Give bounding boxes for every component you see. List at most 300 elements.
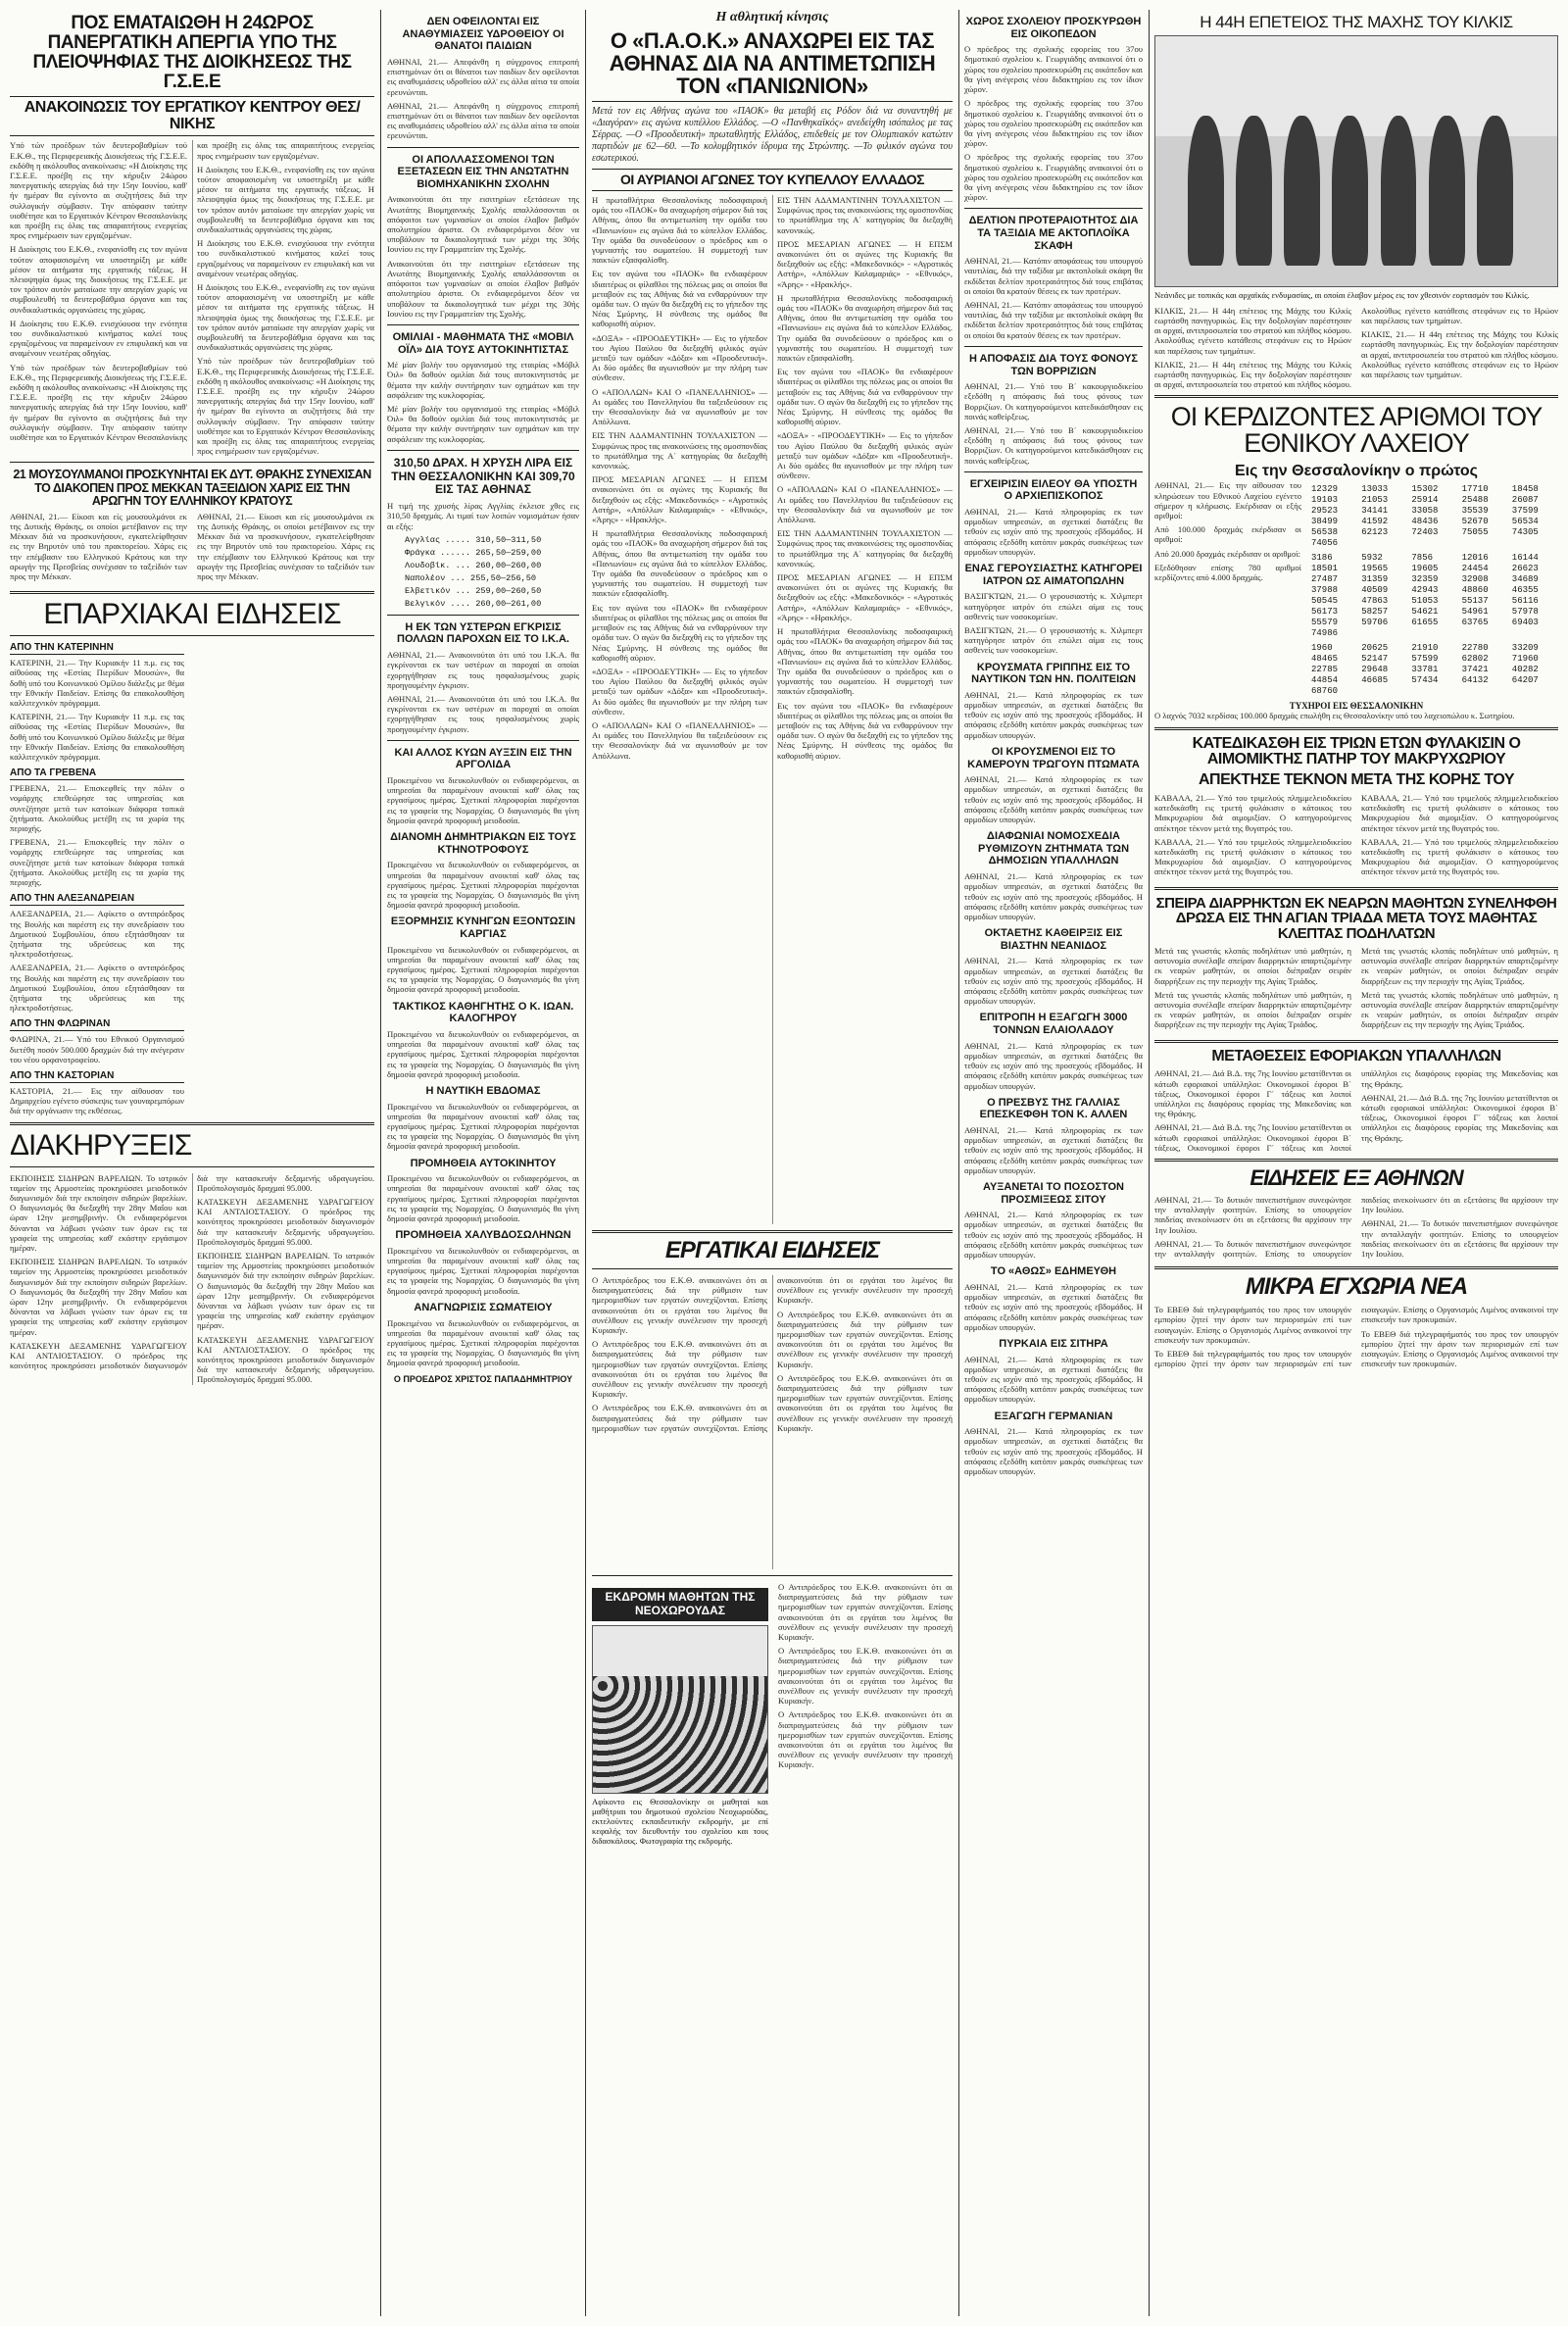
lottery-number: 18458 <box>1511 484 1539 495</box>
price-row: Ναπολέον ... 255,50—256,50 <box>405 572 537 583</box>
article-text: Ανακοινούται ότι την εισιτηρίων εξετάσεων της Ανωτάτης Βιομηχανικής Σχολής απαλλάσσονται οι απόφοιτοι των γυμνασίων οι οποίοι έλαβον βαθμόν απολυτηρίου άριστα. Οι ενδιαφερόμενοι δέον να υποβάλουν τα δικαιολογητικά των μέχρι της 30ής Ιουνίου εις την Γραμματείαν της Σχολής. <box>387 258 579 319</box>
article-text: ΕΚΠΟΙΗΣΙΣ ΣΙΔΗΡΩΝ ΒΑΡΕΛΙΩΝ. Το ιατρικόν ταμείον της Αρμοστείας προκηρύσσει μειοδοτικόν διαγωνισμόν διά την εκποίησιν σιδηρών βαρελίων. Ο διαγωνισμός θα διεξαχθή την 28ην Μαΐου και ώραν 12ην μεσημβρινήν. Οι ενδιαφερόμενοι δύνανται να λάβωσι γνώσιν των όρων εις τα γραφεία της υπηρεσίας καθ' εκάστην εργάσιμον ημέραν. <box>10 1172 187 1253</box>
article-text: Ο πρόεδρος της σχολικής εφορείας του 37ου δημοτικού σχολείου κ. Γεωργιάδης ανακοινοί ότι ο χώρος του σχολείου προσεκυρώθη εις οικόπεδον και θα γίνη ανέγερσις νέου διδακτηρίου εις τον ίδιον χώρον. <box>964 98 1143 149</box>
divider <box>10 1122 374 1125</box>
article-text: ΠΡΟΣ ΜΕΣΑΡΙΑΝ ΑΓΩΝΕΣ — Η ΕΠΣΜ ανακοινώνει ότι οι αγώνες της Κυριακής θα διεξαχθούν ως εξής: «Μακεδονικός» - «Αγροτικός Αστήρ», «Απόλλων Καλαμαριάς» - «Εθνικός», «Άρης» - «Ηρακλής». <box>777 238 953 289</box>
article-text: Ο λαχνός 7032 κερδίσας 100.000 δραχμάς επωλήθη εις Θεσσαλονίκην υπό του λαχειοπώλου κ. Σωτηρίου. <box>1154 711 1515 721</box>
article-text: Προκειμένου να διευκολυνθούν οι ενδιαφερόμενοι, αι υπηρεσίαι θα παραμένουν ανοικταί καθ' όλας τας εργασίμους ημέρας. Σχετικαί πληροφορίαι παρέχονται εις τα γραφεία της Νομαρχίας. Ο διαγωνισμός θα γίνη δημοσία φανερά προφορική μειοδοσία. <box>387 1028 579 1079</box>
currency-price-list <box>387 535 579 609</box>
sports-article-body <box>592 195 953 1224</box>
lucky-winners-heading: ΤΥΧΗΡΟΙ ΕΙΣ ΘΕΣΣΑΛΟΝΙΚΗΝ <box>1289 701 1424 712</box>
sports-lead: Μετά τον εις Αθήνας αγώνα του «ΠΑΟΚ» θα μεταβή εις Ρόδον διά να συναντηθή με «Διαγόραν» εις αγώνα κυπέλλου Ελλάδος. —Ο «Πανθηκαϊκός» ανεδείχθη ισόπαλος με τας Σέρρας. —Ο «Προοδευτική» πρωταθλητής Ελλάδος, επιδεθείς με τον Ολυμπιακόν κατώτιν παρτιδών με 62—60. —Το κολυμβητικόν ίδρυμα της Στρώνπης. —Το φιλικόν αγώνα του εσωτερικού. <box>592 106 953 165</box>
lottery-number: 22785 <box>1311 665 1339 675</box>
headline-mobil-oil: ΟΜΙΛΙΑΙ - ΜΑΘΗΜΑΤΑ ΤΗΣ «ΜΟΒΙΛ ΟΪΛ» ΔΙΑ ΤΟΥΣ ΑΥΤΟΚΙΝΗΤΙΣΤΑΣ <box>392 330 574 356</box>
lottery-number: 29523 <box>1311 506 1339 517</box>
article-text: Εις τον αγώνα του «ΠΑΟΚ» θα ενδιαφέρουν ιδιαιτέρως οι φίλαθλοι της πόλεως μας οι οποίοι θα μεταβούν εις τας Αθήνας διά να ενθαρρύνουν την ομάδα των. Ο αγών θα διεξαχθή εις το γήπεδον της Νέας Σμύρνης. Η σύνθεσις της ομάδος θα καθορισθή αύριον. <box>777 367 953 427</box>
lottery-number: 74986 <box>1311 628 1339 639</box>
price-row: Βελγικόν .... 260,00—261,00 <box>405 598 542 609</box>
article-text: Η Διοίκησις του Ε.Κ.Θ., ενεφανίσθη εις τον αγώνα τούτον αποφασισμένη να υποστηρίξη με κάθε μέσον τα αιτήματα της εργατικής τάξεως. Η πλειοψηφία όμως της διοικήσεως της Γ.Σ.Ε.Ε. με τον τρόπον αυτόν ματαίωσε την απεργίαν χωρίς να συμβουλευθή τα δευτεροβάθμια όργανα και τας συνδικαλιστικάς οργανώσεις της χώρας. <box>197 281 374 353</box>
prize-label: Από 100.000 δραχμάς εκέρδισαν οι αριθμοί: <box>1154 524 1301 545</box>
article-text: ΑΘΗΝΑΙ, 21.— Κατόπιν αποφάσεως του υπουργού ναυτιλίας, διά την ταξίδια με ακτοπλοϊκά σκάφη θα εκδίδεται δελτίον προτεραιότητος διά τους επιβάτας οι οποίοι θα κρατούν θέσεις εκ των προτέρων. <box>964 300 1143 340</box>
lottery-number: 26087 <box>1511 495 1539 506</box>
article-text: Μέ μίαν βολήν του οργανισμού της εταιρίας «Μόβιλ Όιλ» θα δοθούν ομιλίαι διά τους αυτοκινητιστάς με θέματα την καλήν συντήρησιν των οχημάτων και την ασφάλειαν της κυκλοφορίας. <box>387 404 579 444</box>
article-text: Ο Αντιπρόεδρος του Ε.Κ.Θ. ανακοινώνει ότι αι διαπραγματεύσεις διά την ρύθμισιν των ημερομισθίων των εργατών συνεχίζονται. Επίσης ανακοινούται ότι οι εργάται του λιμένος θα συνέλθουν εις γενικήν συνέλευσιν την προσεχή Κυριακήν. <box>592 1274 953 1433</box>
article-text: ΑΘΗΝΑΙ, 21.— Απεφάνθη η σύγχρονος επιτροπή επιστημόνων ότι οι θάνατοι των παιδίων δεν οφείλονται εις αναθυμιάσεις υδροθείου αλλ' εις άλλα αίτια τα οποία ερευνώνται. <box>387 100 579 141</box>
headline-pilgrims: 21 ΜΟΥΣΟΥΛΜΑΝΟΙ ΠΡΟΣΚΥΝΗΤΑΙ ΕΚ ΔΥΤ. ΘΡΑΚΗΣ ΣΥΝΕΧΙΣΑΝ ΤΟ ΔΙΑΚΟΠΕΝ ΠΡΟΣ ΜΕΚΚΑΝ ΤΑΞΕΙΔΙΟΝ ΧΑΡΙΣ ΕΙΣ ΤΗΝ ΑΡΩΓΗΝ ΤΟΥ ΕΛΛΗΝΙΚΟΥ ΚΡΑΤΟΥΣ <box>13 468 371 508</box>
local-news-title: ΜΙΚΡΑ ΕΓΧΩΡΙΑ ΝΕΑ <box>1245 1273 1468 1301</box>
lottery-number: 18501 <box>1311 564 1339 574</box>
article-text: ΚΑΤΕΡΙΝΗ, 21.— Την Κυριακήν 11 π.μ. εις τας αίθούσας της «Εστίας Πιερίδων Μουσών», θα δοθή υπό του Κοινωνικού Ομίλου διάλεξις με θέμα την Εθνικήν Παιδείαν. Επίσης θα επακολουθήση καλλιτεχνικόν πρόγραμμα. <box>10 658 184 709</box>
lottery-number: 63765 <box>1461 618 1489 628</box>
article-text: ΚΑΒΑΛΑ, 21.— Υπό του τριμελούς πλημμελειοδικείου κατεδικάσθη εις τριετή φυλάκισιν ο κάτοικος του Μακρυχωρίου διά αιμομιξίαν. Ο κατηγορούμενος απέκτησε τέκνον μετά της θυγατρός του. <box>1154 836 1351 877</box>
headline-cup-matches: ΟΙ ΑΥΡΙΑΝΟΙ ΑΓΩΝΕΣ ΤΟΥ ΚΥΠΕΛΛΟΥ ΕΛΛΑΔΟΣ <box>592 169 953 191</box>
lottery-number: 48465 <box>1311 654 1339 665</box>
article-text: Υπό τών προέδρων τών δευτεροβαθμίων τού Ε.Κ.Θ., της Περιφερειακής Διοικήσεως τής Γ.Σ.Ε.Ε. εκδόθη η ακόλουθος ανακοίνωσις: «Η Διοίκησις της Γ.Σ.Ε.Ε. προέβη εις την κήρυξιν 24ώρου πανεργατικής απεργίας διά την 15ην Ιουνίου, καθ' ήν ημέραν θα εγίνοντο αι συζητήσεις διά την συλλογικήν σύμβασιν. Την απόφασιν ταύτην υιοθέτησε και το Εργατικόν Κέντρον Θεσσαλονίκης και προέβη εις όλας τας απαραιτήτους ενεργείας προς ενημέρωσιν των εργαζομένων. <box>10 140 374 443</box>
article-text: Ο «ΑΠΟΛΛΩΝ» ΚΑΙ Ο «ΠΑΝΕΛΛΗΝΙΟΣ» — Αι ομάδες του Πανελληνίου θα ταξειδεύσουν εις την Θεσσαλονίκην διά να αγωνισθούν με τον Απόλλωνα. <box>592 719 767 761</box>
prize-label: Από 20.000 δραχμάς εκέρδισαν οι αριθμοί: <box>1154 548 1301 559</box>
divider <box>10 591 374 594</box>
headline-ferry-priority: ΔΕΛΤΙΟΝ ΠΡΟΤΕΡΑΙΟΤΗΤΟΣ ΔΙΑ ΤΑ ΤΑΞΙΔΙΑ ΜΕ ΑΚΤΟΠΛΟΪΚΑ ΣΚΑΦΗ <box>968 215 1139 252</box>
article-text: Προκειμένου να διευκολυνθούν οι ενδιαφερόμενοι, αι υπηρεσίαι θα παραμένουν ανοικταί καθ' όλας τας εργασίμους ημέρας. Σχετικαί πληροφορίαι παρέχονται εις τα γραφεία της Νομαρχίας. Ο διαγωνισμός θα γίνη δημοσία φανερά προφορική μειοδοσία. <box>387 1173 579 1224</box>
article-text: ΑΘΗΝΑΙ, 21.— Κατόπιν αποφάσεως του υπουργού ναυτιλίας, διά την ταξίδια με ακτοπλοϊκά σκάφη θα εκδίδεται δελτίον προτεραιότητος διά τους επιβάτας οι οποίοι θα κρατούν θέσεις εκ των προτέρων. <box>964 256 1143 296</box>
article-text: Προκειμένου να διευκολυνθούν οι ενδιαφερόμενοι, αι υπηρεσίαι θα παραμένουν ανοικταί καθ' όλας τας εργασίμους ημέρας. Σχετικαί πληροφορίαι παρέχονται εις τα γραφεία της Νομαρχίας. Ο διαγωνισμός θα γίνη δημοσία φανερά προφορική μειοδοσία. <box>387 944 579 995</box>
headline-cameroon: ΟΙ ΚΡΟΥΣΜΕΝΟΙ ΕΙΣ ΤΟ ΚΑΜΕΡΟΥΝ ΤΡΩΓΟΥΝ ΠΤΩΜΑΤΑ <box>967 745 1140 770</box>
price-row: Φράγκα ...... 265,50—259,00 <box>405 547 542 558</box>
article-text: ΚΙΛΚΙΣ, 21.— Η 44η επέτειος της Μάχης του Κιλκίς εωρτάσθη πανηγυρικώς. Εις την δοξολογίαν παρέστησαν αι αρχαί, αντιπροσωπεία του στρατού και πλήθος κόσμου. Ακολούθως εγένετο κατάθεσις στεφάνων εις το Ηρώον και παρέλασις των τμημάτων. <box>1361 329 1558 380</box>
lottery-number: 21910 <box>1411 643 1439 654</box>
article-text: Ο πρόεδρος της σχολικής εφορείας του 37ου δημοτικού σχολείου κ. Γεωργιάδης ανακοινοί ότι ο χώρος του σχολείου προσεκυρώθη εις οικόπεδον και θα γίνη ανέγερσις νέου διδακτηρίου εις τον ίδιον χώρον. <box>964 152 1143 203</box>
column-rule <box>585 10 586 2316</box>
article-text: ΕΚΠΟΙΗΣΙΣ ΣΙΔΗΡΩΝ ΒΑΡΕΛΙΩΝ. Το ιατρικόν ταμείον της Αρμοστείας προκηρύσσει μειοδοτικόν διαγωνισμόν διά την εκποίησιν σιδηρών βαρελίων. Ο διαγωνισμός θα διεξαχθή την 28ην Μαΐου και ώραν 12ην μεσημβρινήν. Οι ενδιαφερόμενοι δύνανται να λάβωσι γνώσιν των όρων εις τα γραφεία της υπηρεσίας καθ' εκάστην εργάσιμον ημέραν. <box>10 1257 187 1337</box>
article-text: ΚΙΛΚΙΣ, 21.— Η 44η επέτειος της Μάχης του Κιλκίς εωρτάσθη πανηγυρικώς. Εις την δοξολογίαν παρέστησαν αι αρχαί, αντιπροσωπεία του στρατού και πλήθος κόσμου. Ακολούθως εγένετο κατάθεσις στεφάνων εις το Ηρώον και παρέλασις των τμημάτων. <box>1154 305 1558 390</box>
article-text: «ΔΟΞΑ» - «ΠΡΟΟΔΕΥΤΙΚΗ» — Εις το γήπεδον του Αγίου Παύλου θα διεξαχθή φιλικός αγών μεταξύ των ομάδων «Δόξα» και «Προοδευτική». Αι δύο ομάδες θα αγωνισθούν με την πλήρη των σύνθεσιν. <box>592 332 767 383</box>
lottery-number: 26623 <box>1511 564 1539 574</box>
article-text: ΑΘΗΝΑΙ, 21.— Ανακοινούται ότι υπό του Ι.Κ.Α. θα εγκρίνονται εκ των υστέρων αι παροχαί αι οποίαι εχορηγήθησαν εις τους ησφαλισμένους χωρίς προηγουμένην έγκρισιν. <box>387 693 579 734</box>
divider <box>387 147 579 148</box>
announcements-body <box>10 1173 374 1385</box>
article-text: ΚΑΤΑΣΚΕΥΗ ΔΕΞΑΜΕΝΗΣ ΥΔΡΑΓΩΓΕΙΟΥ ΚΑΙ ΑΝΤΛΙΟΣΤΑΣΙΟΥ. Ο πρόεδρος της κοινότητος προκηρύσσει μειοδοτικόν διαγωνισμόν διά την κατασκευήν δεξαμενής υδραγωγείου. Προϋπολογισμός δραχμαί 95.000. <box>10 1172 374 1371</box>
headline-gold-sovereign: 310,50 ΔΡΑΧ. Η ΧΡΥΣΗ ΛΙΡΑ ΕΙΣ ΤΗΝ ΘΕΣΣΑΛΟΝΙΚΗΝ ΚΑΙ 309,70 ΕΙΣ ΤΑΣ ΑΘΗΝΑΣ <box>391 455 575 497</box>
headline-tax-transfers: ΜΕΤΑΘΕΣΕΙΣ ΕΦΟΡΙΑΚΩΝ ΥΠΑΛΛΗΛΩΝ <box>1211 1047 1501 1064</box>
divider <box>1154 1159 1558 1162</box>
article-text: ΒΑΣΙΓΚΤΩΝ, 21.— Ο γερουσιαστής κ. Χιλμπερτ κατηγόρησε ιατρόν ότι επώλει αίμα εις τους ασθενείς των νοσοκομείων. <box>964 624 1143 656</box>
article-text: Η τιμή της χρυσής λίρας Αγγλίας έκλεισε χθες εις 310,50 δραχμάς. Αι τιμαί των λοιπών νομισμάτων ήσαν αι εξής: <box>387 501 579 531</box>
incest-article-body <box>1154 793 1558 881</box>
article-text: ΚΑΤΑΣΚΕΥΗ ΔΕΞΑΜΕΝΗΣ ΥΔΡΑΓΩΓΕΙΟΥ ΚΑΙ ΑΝΤΛΙΟΣΤΑΣΙΟΥ. Ο πρόεδρος της κοινότητος προκηρύσσει μειοδοτικόν διαγωνισμόν διά την κατασκευήν δεξαμενής υδραγωγείου. Προϋπολογισμός δραχμαί 95.000. <box>197 1196 374 1247</box>
headline-archbishop: ΕΓΧΕΙΡΙΣΙΝ ΕΙΛΕΟΥ ΘΑ ΥΠΟΣΤΗ Ο ΑΡΧΙΕΠΙΣΚΟΠΟΣ <box>969 477 1138 503</box>
article-text: Εξεδόθησαν επίσης 780 αριθμοί κερδίζοντες από 4.000 δραχμάς. <box>1154 562 1301 583</box>
school-trip-photo <box>592 1625 768 1794</box>
headline-incest-case-2: ΑΠΕΚΤΗΣΕ ΤΕΚΝΟΝ ΜΕΤΑ ΤΗΣ ΚΟΡΗΣ ΤΟΥ <box>1198 771 1515 789</box>
lottery-number: 54621 <box>1411 607 1439 618</box>
lottery-number: 50545 <box>1311 596 1339 607</box>
lottery-number: 58257 <box>1361 607 1389 618</box>
article-text: Ο Αντιπρόεδρος του Ε.Κ.Θ. ανακοινώνει ότι αι διαπραγματεύσεις διά την ρύθμισιν των ημερομισθίων των εργατών συνεχίζονται. Επίσης ανακοινούται ότι οι εργάται του λιμένος θα συνέλθουν εις γενικήν συνέλευσιν την προσεχή Κυριακήν. <box>592 1274 767 1335</box>
article-text: ΑΘΗΝΑΙ, 21.— Κατά πληροφορίας εκ των αρμοδίων υπηρεσιών, αι σχετικαί διατάξεις θα τεθούν εις ισχύν από της προσεχούς εβδομάδος. Η απόφασις εξεδόθη κατόπιν μακράς συσκέψεως των αρμοδίων υπουργών. <box>964 1040 1143 1091</box>
headline-hunters: ΕΞΟΡΜΗΣΙΣ ΚΥΝΗΓΩΝ ΕΞΟΝΤΩΣΙΝ ΚΑΡΓΙΑΣ <box>390 916 576 940</box>
divider <box>387 740 579 741</box>
lottery-number: 32908 <box>1461 574 1489 585</box>
article-text: ΚΑΣΤΟΡΙΑ, 21.— Εις την αίθουσαν του Δημαρχείου εγένετο σύσκεψις των γουναρεμπόρων διά την οργάνωσιν της εκθέσεως. <box>10 1085 184 1116</box>
lottery-number: 44854 <box>1311 675 1339 686</box>
lottery-title: ΟΙ ΚΕΡΔΙΖΟΝΤΕΣ ΑΡΙΘΜΟΙ ΤΟΥ ΕΘΝΙΚΟΥ ΛΑΧΕΙΟΥ <box>1170 402 1543 459</box>
article-text: ΑΘΗΝΑΙ, 21.— Είκοσι και είς μουσουλμάνοι εκ της Δυτικής Θράκης, οι οποίοι μετέβαινον εις την Μέκκαν διά να προσκυνήσουν, εγκατελείφθησαν εις την Βηρυτόν υπό του πρακτορείου. Χάρις εις την επέμβασιν του Ελληνικού Κράτους και την αρωγήν της Πρεσβείας συνέχισαν το ταξείδιόν των προς την Μέκκαν. <box>197 511 374 582</box>
article-text: Ο Αντιπρόεδρος του Ε.Κ.Θ. ανακοινώνει ότι αι διαπραγματεύσεις διά την ρύθμισιν των ημερομισθίων των εργατών συνεχίζονται. Επίσης ανακοινούται ότι οι εργάται του λιμένος θα συνέλθουν εις γενικήν συνέλευσιν την προσεχή Κυριακήν. <box>778 1581 953 1642</box>
lottery-number: 37599 <box>1511 506 1539 517</box>
article-text: ΑΘΗΝΑΙ, 21.— Διά Β.Δ. της 7ης Ιουνίου μετατίθενται οι κάτωθι εφοριακοί υπάλληλοι: Οικονομικοί έφοροι Β΄ τάξεως, Οικονομικοί έφοροι Γ΄ τάξεως και λοιποί υπάλληλοι εις διαφόρους εφορίας της Μακεδονίας και της Θράκης. <box>1361 1092 1558 1143</box>
athens-news-body <box>1154 1195 1558 1261</box>
lottery-number: 48860 <box>1461 585 1489 596</box>
lottery-numbers-grid <box>1311 553 1558 639</box>
section-heading: ΑΠΟ ΤΑ ΓΡΕΒΕΝΑ <box>10 767 184 780</box>
lottery-number: 20625 <box>1361 643 1389 654</box>
lottery-number: 71960 <box>1511 654 1539 665</box>
headline-school-site: ΧΩΡΟΣ ΣΧΟΛΕΙΟΥ ΠΡΟΣΚΥΡΩΘΗ ΕΙΣ ΟΙΚΟΠΕΔΟΝ <box>965 16 1142 40</box>
article-text: ΑΘΗΝΑΙ, 21.— Το δυτικόν πανεπιστήμιον συνεφώνησε την ανταλλαγήν φοιτητών. Επίσης το υπουργείον παιδείας ανεκοίνωσεν ότι αι εξετάσεις θα αρχίσουν την 1ην Ιουλίου. <box>1154 1194 1351 1235</box>
lottery-number: 41592 <box>1361 517 1389 527</box>
lottery-number: 64132 <box>1461 675 1489 686</box>
lottery-number: 54961 <box>1461 607 1489 618</box>
article-text: ΑΘΗΝΑΙ, 21.— Κατά πληροφορίας εκ των αρμοδίων υπηρεσιών, αι σχετικαί διατάξεις θα τεθούν εις ισχύν από της προσεχούς εβδομάδος. Η απόφασις εξεδόθη κατόπιν μακράς συσκέψεως των αρμοδίων υπουργών. <box>964 1354 1143 1405</box>
provincial-news-title: ΕΠΑΡΧΙΑΚΑΙ ΕΙΔΗΣΕΙΣ <box>43 598 341 631</box>
headline-grain-fire: ΠΥΡΚΑΙΑ ΕΙΣ ΣΙΤΗΡΑ <box>999 1337 1108 1350</box>
divider <box>387 324 579 325</box>
lottery-number: 33209 <box>1511 643 1539 654</box>
lottery-number: 52147 <box>1361 654 1389 665</box>
article-text: ΦΛΩΡΙΝΑ, 21.— Υπό του Εθνικού Οργανισμού διετέθη ποσόν 500.000 δραχμών διά την ανέγερσιν του νέου ορφανοτροφείου. <box>10 1034 184 1064</box>
article-text: Εις τον αγώνα του «ΠΑΟΚ» θα ενδιαφέρουν ιδιαιτέρως οι φίλαθλοι της πόλεως μας οι οποίοι θα μεταβούν εις τας Αθήνας διά να ενθαρρύνουν την ομάδα των. Ο αγών θα διεξαχθή εις το γήπεδον της Νέας Σμύρνης. Η σύνθεσις της ομάδος θα καθορισθή αύριον. <box>592 269 767 329</box>
divider <box>1154 1040 1558 1043</box>
article-text: ΕΚΠΟΙΗΣΙΣ ΣΙΔΗΡΩΝ ΒΑΡΕΛΙΩΝ. Το ιατρικόν ταμείον της Αρμοστείας προκηρύσσει μειοδοτικόν διαγωνισμόν διά την εκποίησιν σιδηρών βαρελίων. Ο διαγωνισμός θα διεξαχθή την 28ην Μαΐου και ώραν 12ην μεσημβρινήν. Οι ενδιαφερόμενοι δύνανται να λάβωσι γνώσιν των όρων εις τα γραφεία της υπηρεσίας καθ' εκάστην εργάσιμον ημέραν. <box>197 1250 374 1331</box>
lottery-number: 56534 <box>1511 517 1539 527</box>
price-row: Αγγλίας ..... 310,50—311,50 <box>405 534 542 545</box>
headline-hydrogen-sulfide: ΔΕΝ ΟΦΕΙΛΟΝΤΑΙ ΕΙΣ ΑΝΑΘΥΜΙΑΣΕΙΣ ΥΔΡΟΘΕΙΟΥ ΟΙ ΘΑΝΑΤΟΙ ΠΑΙΔΙΩΝ <box>402 16 564 53</box>
article-text: ΑΘΗΝΑΙ, 21.— Κατά πληροφορίας εκ των αρμοδίων υπηρεσιών, αι σχετικαί διατάξεις θα τεθούν εις ισχύν από της προσεχούς εβδομάδος. Η απόφασις εξεδόθη κατόπιν μακράς συσκέψεως των αρμοδίων υπουργών. <box>964 1210 1143 1261</box>
headline-paok: Ο «Π.Α.Ο.Κ.» ΑΝΑΧΩΡΕΙ ΕΙΣ ΤΑΣ ΑΘΗΝΑΣ ΔΙΑ ΝΑ ΑΝΤΙΜΕΤΩΠΙΣΗ ΤΟΝ «ΠΑΝΙΩΝΙΟΝ» <box>592 29 953 102</box>
local-news-body <box>1154 1305 1558 1370</box>
sports-kicker: Η αθλητική κίνησις <box>715 10 829 25</box>
article-text: Ο Αντιπρόεδρος του Ε.Κ.Θ. ανακοινώνει ότι αι διαπραγματεύσεις διά την ρύθμισιν των ημερομισθίων των εργατών συνεχίζονται. Επίσης ανακοινούται ότι οι εργάται του λιμένος θα συνέλθουν εις γενικήν συνέλευσιν την προσεχή Κυριακήν. <box>778 1646 953 1707</box>
article-text: ΕΙΣ ΤΗΝ ΑΔΑΜΑΝΤΙΝΗΝ ΤΟΥΛΑΧΙΣΤΟΝ — Συμφώνως προς τας ανακοινώσεις της ομοσπονδίας το πρωτάθλημα της Α΄ κατηγορίας θα διεξαχθή κανονικώς. <box>777 194 953 235</box>
article-text: Μετά τας γνωστάς κλοπάς ποδηλάτων υπό μαθητών, η αστυνομία συνέλαβε σπείραν διαρρηκτών απαρτιζομένην εκ νεαρών μαθητών, οι οποίοι διέπραξαν σειράν διαρρήξεων εις την περιοχήν της Αγίας Τριάδος. <box>1361 989 1558 1030</box>
divider <box>10 462 374 463</box>
headline-kilkis: Η 44Η ΕΠΕΤΕΙΟΣ ΤΗΣ ΜΑΧΗΣ ΤΟΥ ΚΙΛΚΙΣ <box>1200 13 1513 31</box>
article-text: ΑΘΗΝΑΙ, 21.— Είκοσι και είς μουσουλμάνοι εκ της Δυτικής Θράκης, οι οποίοι μετέβαινον εις την Μέκκαν διά να προσκυνήσουν, εγκατελείφθησαν εις την Βηρυτόν υπό του πρακτορείου. Χάρις εις την επέμβασιν του Ελληνικού Κράτους και την αρωγήν της Πρεσβείας συνέχισαν το ταξείδιόν των προς την Μέκκαν. <box>10 511 187 582</box>
kilkis-photo <box>1154 35 1558 287</box>
article-text: ΑΘΗΝΑΙ, 21.— Το δυτικόν πανεπιστήμιον συνεφώνησε την ανταλλαγήν φοιτητών. Επίσης το υπουργείον παιδείας ανεκοίνωσεν ότι αι εξετάσεις θα αρχίσουν την 1ην Ιουλίου. <box>1361 1218 1558 1259</box>
lottery-number: 72403 <box>1411 527 1439 538</box>
article-text: Η Διοίκησις του Ε.Κ.Θ., ενεφανίσθη εις τον αγώνα τούτον αποφασισμένη να υποστηρίξη με κάθε μέσον τα αιτήματα της εργατικής τάξεως. Η πλειοψηφία όμως της διοικήσεως της Γ.Σ.Ε.Ε. με τον τρόπον αυτόν ματαίωσε την απεργίαν χωρίς να συμβουλευθή τα δευτεροβάθμια όργανα και τας συνδικαλιστικάς οργανώσεις της χώρας. <box>197 164 374 234</box>
article-text: Η πρωταθλήτρια Θεσσαλονίκης ποδοσφαιρική ομάς του «ΠΑΟΚ» θα αναχωρήση σήμερον διά τας Αθήνας, όπου θα αντιμετωπίση την ομάδα του «Πανιωνίου» εις αγώνα διά το κύπελλον Ελλάδος. Την ομάδα θα συνοδεύσουν ο πρόεδρος και ο γυμναστής του σωματείου. Η συμμετοχή των παικτών εξασφαλίσθη. <box>592 194 767 266</box>
article-text: ΚΙΛΚΙΣ, 21.— Η 44η επέτειος της Μάχης του Κιλκίς εωρτάσθη πανηγυρικώς. Εις την δοξολογίαν παρέστησαν αι αρχαί, αντιπροσωπεία του στρατού και πλήθος κόσμου. Ακολούθως εγένετο κατάθεσις στεφάνων εις το Ηρώον και παρέλασις των τμημάτων. <box>1154 305 1351 356</box>
article-text: Ο πρόεδρος της σχολικής εφορείας του 37ου δημοτικού σχολείου κ. Γεωργιάδης ανακοινοί ότι ο χώρος του σχολείου προσεκυρώθη εις οικόπεδον και θα γίνη ανέγερσις νέου διδακτηρίου εις τον ίδιον χώρον. <box>964 44 1143 95</box>
lottery-number: 61655 <box>1411 618 1439 628</box>
lottery-number: 46685 <box>1361 675 1389 686</box>
divider <box>1154 1266 1558 1269</box>
school-trip-title: ΕΚΔΡΟΜΗ ΜΑΘΗΤΩΝ ΤΗΣ ΝΕΟΧΩΡΟΥΔΑΣ <box>592 1588 768 1621</box>
article-text: ΑΘΗΝΑΙ, 21.— Το δυτικόν πανεπιστήμιον συνεφώνησε την ανταλλαγήν φοιτητών. Επίσης το υπουργείον παιδείας ανεκοίνωσεν ότι αι εξετάσεις θα αρχίσουν την 1ην Ιουλίου. <box>1154 1194 1558 1259</box>
article-text: Προκειμένου να διευκολυνθούν οι ενδιαφερόμενοι, αι υπηρεσίαι θα παραμένουν ανοικταί καθ' όλας τας εργασίμους ημέρας. Σχετικαί πληροφορίαι παρέχονται εις τα γραφεία της Νομαρχίας. Ο διαγωνισμός θα γίνη δημοσία φανερά προφορική μειοδοσία. <box>387 1101 579 1152</box>
divider <box>10 1166 374 1167</box>
headline-ambassador: Ο ΠΡΕΣΒΥΣ ΤΗΣ ΓΑΛΛΙΑΣ ΕΠΕΣΚΕΦΘΗ ΤΟΝ Κ. ΑΛΛΕΝ <box>979 1096 1128 1121</box>
lottery-number: 55579 <box>1311 618 1339 628</box>
headline-grain-distribution: ΔΙΑΝΟΜΗ ΔΗΜΗΤΡΙΑΚΩΝ ΕΙΣ ΤΟΥΣ ΚΤΗΝΟΤΡΟΦΟΥΣ <box>390 831 576 856</box>
lottery-number: 74305 <box>1511 527 1539 538</box>
kilkis-caption: Νεάνιδες με τοπικάς και αρχαϊκάς ενδυμασίας, αι οποίαι έλαβον μέρος εις τον χθεσινόν εορτασμόν του Κιλκίς. <box>1154 289 1530 300</box>
lottery-number: 12329 <box>1311 484 1339 495</box>
article-text: Εις τον αγώνα του «ΠΑΟΚ» θα ενδιαφέρουν ιδιαιτέρως οι φίλαθλοι της πόλεως μας οι οποίοι θα μεταβούν εις τας Αθήνας διά να ενθαρρύνουν την ομάδα των. Ο αγών θα διεξαχθή εις το γήπεδον της Νέας Σμύρνης. Η σύνθεσις της ομάδος θα καθορισθή αύριον. <box>777 700 953 761</box>
article-text: ΑΛΕΞΑΝΔΡΕΙΑ, 21.— Αφίκετο ο αντιπρόεδρος της Βουλής και παρέστη εις την συνεδρίασιν του Δημοτικού Συμβουλίου, όπου εξητάσθησαν τα ζητήματα της υδρεύσεως και της ηλεκτροδοτήσεως. <box>10 963 184 1014</box>
article-text: ΕΙΣ ΤΗΝ ΑΔΑΜΑΝΤΙΝΗΝ ΤΟΥΛΑΧΙΣΤΟΝ — Συμφώνως προς τας ανακοινώσεις της ομοσπονδίας το πρωτάθλημα της Α΄ κατηγορίας θα διεξαχθή κανονικώς. <box>592 430 767 471</box>
lottery-number: 52670 <box>1461 517 1489 527</box>
article-text: ΑΘΗΝΑΙ, 21.— Κατά πληροφορίας εκ των αρμοδίων υπηρεσιών, αι σχετικαί διατάξεις θα τεθούν εις ισχύν από της προσεχούς εβδομάδος. Η απόφασις εξεδόθη κατόπιν μακράς συσκέψεως των αρμοδίων υπουργών. <box>964 689 1143 740</box>
signature: Ο ΠΡΟΕΔΡΟΣ ΧΡΙΣΤΟΣ ΠΑΠΑΔΗΜΗΤΡΙΟΥ <box>393 1373 573 1384</box>
headline-civil-servants: ΔΙΑΦΩΝΙΑΙ ΝΟΜΟΣΧΕΔΙΑ ΡΥΘΜΙΖΟΥΝ ΖΗΤΗΜΑΤΑ ΤΩΝ ΔΗΜΟΣΙΩΝ ΥΠΑΛΛΗΛΩΝ <box>977 830 1130 867</box>
lottery-number: 16144 <box>1511 553 1539 564</box>
lottery-numbers <box>1311 480 1558 701</box>
headline-sentence: ΟΚΤΑΕΤΗΣ ΚΑΘΕΙΡΞΙΣ ΕΙΣ ΒΙΑΣΤΗΝ ΝΕΑΝΙΔΟΣ <box>984 927 1123 952</box>
article-text: Η Διοίκησις του Ε.Κ.Θ. ενισχύουσα την ενότητα του συνδικαλιστικού κινήματος καλεί τους εργαζομένους να παραμείνουν εν επιφυλακή και να αναμένουν νεωτέρας οδηγίας. <box>197 238 374 278</box>
lottery-number: 57599 <box>1411 654 1439 665</box>
lottery-number: 27487 <box>1311 574 1339 585</box>
lottery-number: 31359 <box>1361 574 1389 585</box>
article-text: ΓΡΕΒΕΝΑ, 21.— Επισκεφθείς την πόλιν ο νομάρχης επεθεώρησε τας υπηρεσίας και συνεζήτησε μετά των κατοίκων διάφορα τοπικά ζητήματα. Ακολούθως μετέβη εις τα χωρία της περιοχής. <box>10 837 184 888</box>
headline-incest-case: ΚΑΤΕΔΙΚΑΣΘΗ ΕΙΣ ΤΡΙΩΝ ΕΤΩΝ ΦΥΛΑΚΙΣΙΝ Ο ΑΙΜΟΜΙΚΤΗΣ ΠΑΤΗΡ ΤΟΥ ΜΑΚΡΥΧΩΡΙΟΥ <box>1192 734 1521 768</box>
headline-senator: ΕΝΑΣ ΓΕΡΟΥΣΙΑΣΤΗΣ ΚΑΤΗΓΟΡΕΙ ΙΑΤΡΟΝ ΩΣ ΑΙΜΑΤΟΠΩΛΗΝ <box>964 563 1143 587</box>
divider <box>387 615 579 616</box>
pilgrims-article-body <box>10 512 374 585</box>
article-text: Η πρωταθλήτρια Θεσσαλονίκης ποδοσφαιρική ομάς του «ΠΑΟΚ» θα αναχωρήση σήμερον διά τας Αθήνας, όπου θα αντιμετωπίση την ομάδα του «Πανιωνίου» εις αγώνα διά το κύπελλον Ελλάδος. Την ομάδα θα συνοδεύσουν ο πρόεδρος και ο γυμναστής του σωματείου. Η συμμετοχή των παικτών εξασφαλίσθη. <box>592 528 767 599</box>
headline-professor: ΤΑΚΤΙΚΟΣ ΚΑΘΗΓΗΤΗΣ Ο Κ. ΙΩΑΝ. ΚΑΛΟΓΗΡΟΥ <box>392 1000 574 1025</box>
article-text: Μετά τας γνωστάς κλοπάς ποδηλάτων υπό μαθητών, η αστυνομία συνέλαβε σπείραν διαρρηκτών απαρτιζομένην εκ νεαρών μαθητών, οι οποίοι διέπραξαν σειράν διαρρήξεων εις την περιοχήν της Αγίας Τριάδος. <box>1154 945 1351 986</box>
article-text: ΑΘΗΝΑΙ, 21.— Διά Β.Δ. της 7ης Ιουνίου μετατίθενται οι κάτωθι εφοριακοί υπάλληλοι: Οικονομικοί έφοροι Β΄ τάξεως, Οικονομικοί έφοροι Γ΄ τάξεως και λοιποί υπάλληλοι εις διαφόρους εφορίας της Μακεδονίας και της Θράκης. <box>1154 1068 1351 1119</box>
lottery-number: 51053 <box>1411 596 1439 607</box>
article-text: Η πρωταθλήτρια Θεσσαλονίκης ποδοσφαιρική ομάς του «ΠΑΟΚ» θα αναχωρήση σήμερον διά τας Αθήνας, όπου θα αντιμετωπίση την ομάδα του «Πανιωνίου» εις αγώνα διά το κύπελλον Ελλάδος. Την ομάδα θα συνοδεύσουν ο πρόεδρος και ο γυμναστής του σωματείου. Η συμμετοχή των παικτών εξασφαλίσθη. <box>777 626 953 697</box>
article-text: Ο «ΑΠΟΛΛΩΝ» ΚΑΙ Ο «ΠΑΝΕΛΛΗΝΙΟΣ» — Αι ομάδες του Πανελληνίου θα ταξειδεύσουν εις την Θεσσαλονίκην διά να αγωνισθούν με τον Απόλλωνα. <box>777 484 953 525</box>
price-row: Ελβετικόν ... 259,00—260,50 <box>405 585 542 596</box>
subhead-labor-center: ΑΝΑΚΟΙΝΩΣΙΣ ΤΟΥ ΕΡΓΑΤΙΚΟΥ ΚΕΝΤΡΟΥ ΘΕΣ/ΝΙΚΗΣ <box>10 96 374 137</box>
article-text: Ο Αντιπρόεδρος του Ε.Κ.Θ. ανακοινώνει ότι αι διαπραγματεύσεις διά την ρύθμισιν των ημερομισθίων των εργατών συνεχίζονται. Επίσης ανακοινούται ότι οι εργάται του λιμένος θα συνέλθουν εις γενικήν συνέλευσιν την προσεχή Κυριακήν. <box>778 1709 953 1770</box>
article-text: ΠΡΟΣ ΜΕΣΑΡΙΑΝ ΑΓΩΝΕΣ — Η ΕΠΣΜ ανακοινώνει ότι οι αγώνες της Κυριακής θα διεξαχθούν ως εξής: «Μακεδονικός» - «Αγροτικός Αστήρ», «Απόλλων Καλαμαριάς» - «Εθνικός», «Άρης» - «Ηρακλής». <box>777 572 953 622</box>
section-heading: ΑΠΟ ΤΗΝ ΚΑΣΤΟΡΙΑΝ <box>10 1070 184 1083</box>
article-text: Ο «ΑΠΟΛΛΩΝ» ΚΑΙ Ο «ΠΑΝΕΛΛΗΝΙΟΣ» — Αι ομάδες του Πανελληνίου θα ταξειδεύσουν εις την Θεσσαλονίκην διά να αγωνισθούν με τον Απόλλωνα. <box>592 386 767 427</box>
column-1 <box>10 10 374 2316</box>
headline-flu-navy: ΚΡΟΥΣΜΑΤΑ ΓΡΙΠΠΗΣ ΕΙΣ ΤΟ ΝΑΥΤΙΚΟΝ ΤΩΝ ΗΝ. ΠΟΛΙΤΕΙΩΝ <box>971 661 1136 686</box>
headline-vorrizia-murders: Η ΑΠΟΦΑΣΙΣ ΔΙΑ ΤΟΥΣ ΦΟΝΟΥΣ ΤΩΝ ΒΟΡΡΙΖΙΩΝ <box>968 352 1139 377</box>
lottery-number: 56116 <box>1511 596 1539 607</box>
article-text: ΑΘΗΝΑΙ, 21.— Απεφάνθη η σύγχρονος επιτροπή επιστημόνων ότι οι θάνατοι των παιδίων δεν οφείλονται εις αναθυμιάσεις υδροθείου αλλ' εις άλλα αίτια τα οποία ερευνώνται. <box>387 56 579 97</box>
lottery-number: 17710 <box>1461 484 1489 495</box>
lottery-number: 37988 <box>1311 585 1339 596</box>
lottery-number: 3186 <box>1311 553 1333 564</box>
lottery-number: 5932 <box>1361 553 1383 564</box>
lottery-number: 25488 <box>1461 495 1489 506</box>
lottery-number: 34689 <box>1511 574 1539 585</box>
article-text: Προκειμένου να διευκολυνθούν οι ενδιαφερόμενοι, αι υπηρεσίαι θα παραμένουν ανοικταί καθ' όλας τας εργασίμους ημέρας. Σχετικαί πληροφορίαι παρέχονται εις τα γραφεία της Νομαρχίας. Ο διαγωνισμός θα γίνη δημοσία φανερά προφορική μειοδοσία. <box>387 775 579 825</box>
article-text: ΑΘΗΝΑΙ, 21.— Κατά πληροφορίας εκ των αρμοδίων υπηρεσιών, αι σχετικαί διατάξεις θα τεθούν εις ισχύν από της προσεχούς εβδομάδος. Η απόφασις εξεδόθη κατόπιν μακράς συσκέψεως των αρμοδίων υπουργών. <box>964 1281 1143 1332</box>
lottery-number: 74056 <box>1311 538 1339 549</box>
lottery-number: 22780 <box>1461 643 1489 654</box>
column-rule <box>380 10 381 2316</box>
lottery-number: 40282 <box>1511 665 1539 675</box>
lottery-number: 38499 <box>1311 517 1339 527</box>
lottery-number: 1960 <box>1311 643 1333 654</box>
lottery-number: 33781 <box>1411 665 1439 675</box>
article-text: Η πρωταθλήτρια Θεσσαλονίκης ποδοσφαιρική ομάς του «ΠΑΟΚ» θα αναχωρήση σήμερον διά τας Αθήνας, όπου θα αντιμετωπίση την ομάδα του «Πανιωνίου» εις αγώνα διά το κύπελλον Ελλάδος. Την ομάδα θα συνοδεύσουν ο πρόεδρος και ο γυμναστής του σωματείου. Η συμμετοχή των παικτών εξασφαλίσθη. <box>777 292 953 364</box>
lottery-number: 12016 <box>1461 553 1489 564</box>
article-text: ΑΘΗΝΑΙ, 21.— Υπό του Β΄ κακουργιοδικείου εξεδόθη η απόφασις διά τους φόνους των Βορριζίων. Οι κατηγορούμενοι κατεδικάσθησαν εις ποινάς καθείρξεως. <box>964 381 1143 421</box>
column-rule <box>1149 10 1150 2316</box>
article-text: ΚΑΤΕΡΙΝΗ, 21.— Την Κυριακήν 11 π.μ. εις τας αίθούσας της «Εστίας Πιερίδων Μουσών», θα δοθή υπό του Κοινωνικού Ομίλου διάλεξις με θέμα την Εθνικήν Παιδείαν. Επίσης θα επακολουθήση καλλιτεχνικόν πρόγραμμα. <box>10 712 184 763</box>
article-text: Το ΕΒΕΘ διά τηλεγραφήματός του προς τον υπουργόν εμπορίου ζητεί την άρσιν των περιορισμών επί των εισαγωγών. Επίσης ο Οργανισμός Λιμένος ανακοινοί την επισκευήν των προκυμαιών. <box>1154 1305 1351 1345</box>
headline-ika: Η ΕΚ ΤΩΝ ΥΣΤΕΡΩΝ ΕΓΚΡΙΣΙΣ ΠΟΛΛΩΝ ΠΑΡΟΧΩΝ ΕΙΣ ΤΟ Ι.Κ.Α. <box>397 620 569 646</box>
lottery-number: 32359 <box>1411 574 1439 585</box>
athens-news-title: ΕΙΔΗΣΕΙΣ ΕΞ ΑΘΗΝΩΝ <box>1250 1164 1463 1190</box>
lottery-number: 35539 <box>1461 506 1489 517</box>
lottery-number: 57978 <box>1511 607 1539 618</box>
headline-wheat: ΑΥΞΑΝΕΤΑΙ ΤΟ ΠΟΣΟΣΤΟΝ ΠΡΟΣΜΙΞΕΩΣ ΣΙΤΟΥ <box>983 1181 1124 1206</box>
divider <box>964 346 1143 347</box>
article-text: ΑΘΗΝΑΙ, 21.— Κατά πληροφορίας εκ των αρμοδίων υπηρεσιών, αι σχετικαί διατάξεις θα τεθούν εις ισχύν από της προσεχούς εβδομάδος. Η απόφασις εξεδόθη κατόπιν μακράς συσκέψεως των αρμοδίων υπουργών. <box>964 871 1143 921</box>
lottery-number: 15302 <box>1411 484 1439 495</box>
lottery-number: 42943 <box>1411 585 1439 596</box>
lottery-number: 13033 <box>1361 484 1389 495</box>
article-text: ΚΑΤΑΣΚΕΥΗ ΔΕΞΑΜΕΝΗΣ ΥΔΡΑΓΩΓΕΙΟΥ ΚΑΙ ΑΝΤΛΙΟΣΤΑΣΙΟΥ. Ο πρόεδρος της κοινότητος προκηρύσσει μειοδοτικόν διαγωνισμόν διά την κατασκευήν δεξαμενής υδραγωγείου. Προϋπολογισμός δραχμαί 95.000. <box>197 1334 374 1385</box>
tax-article-body <box>1154 1068 1558 1153</box>
article-text: ΚΑΒΑΛΑ, 21.— Υπό του τριμελούς πλημμελειοδικείου κατεδικάσθη εις τριετή φυλάκισιν ο κάτοικος του Μακρυχωρίου διά αιμομιξίαν. Ο κατηγορούμενος απέκτησε τέκνον μετά της θυγατρός του. <box>1361 836 1558 877</box>
lottery-number: 62123 <box>1361 527 1389 538</box>
lottery-number: 68760 <box>1311 686 1339 697</box>
article-text: ΑΘΗΝΑΙ, 21.— Κατά πληροφορίας εκ των αρμοδίων υπηρεσιών, αι σχετικαί διατάξεις θα τεθούν εις ισχύν από της προσεχούς εβδομάδος. Η απόφασις εξεδόθη κατόπιν μακράς συσκέψεως των αρμοδίων υπουργών. <box>964 956 1143 1007</box>
article-text: Προκειμένου να διευκολυνθούν οι ενδιαφερόμενοι, αι υπηρεσίαι θα παραμένουν ανοικταί καθ' όλας τας εργασίμους ημέρας. Σχετικαί πληροφορίαι παρέχονται εις τα γραφεία της Νομαρχίας. Ο διαγωνισμός θα γίνη δημοσία φανερά προφορική μειοδοσία. <box>387 1245 579 1296</box>
column-rule <box>958 10 959 2316</box>
article-text: ΑΘΗΝΑΙ, 21.— Κατά πληροφορίας εκ των αρμοδίων υπηρεσιών, αι σχετικαί διατάξεις θα τεθούν εις ισχύν από της προσεχούς εβδομάδος. Η απόφασις εξεδόθη κατόπιν μακράς συσκέψεως των αρμοδίων υπουργών. <box>964 1124 1143 1175</box>
article-text: Προκειμένου να διευκολυνθούν οι ενδιαφερόμενοι, αι υπηρεσίαι θα παραμένουν ανοικταί καθ' όλας τας εργασίμους ημέρας. Σχετικαί πληροφορίαι παρέχονται εις τα γραφεία της Νομαρχίας. Ο διαγωνισμός θα γίνη δημοσία φανερά προφορική μειοδοσία. <box>387 860 579 911</box>
lottery-numbers-grid <box>1311 484 1558 549</box>
lottery-number: 55137 <box>1461 596 1489 607</box>
lottery-number: 47863 <box>1361 596 1389 607</box>
lottery-body <box>1154 480 1558 701</box>
labor-news-continued <box>778 1582 953 1770</box>
lottery-number: 34141 <box>1361 506 1389 517</box>
divider <box>1154 887 1558 890</box>
article-text: «ΔΟΞΑ» - «ΠΡΟΟΔΕΥΤΙΚΗ» — Εις το γήπεδον του Αγίου Παύλου θα διεξαχθή φιλικός αγών μεταξύ των ομάδων «Δόξα» και «Προοδευτική». Αι δύο ομάδες θα αγωνισθούν με την πλήρη των σύνθεσιν. <box>592 666 767 717</box>
article-text: ΑΛΕΞΑΝΔΡΕΙΑ, 21.— Αφίκετο ο αντιπρόεδρος της Βουλής και παρέστη εις την συνεδρίασιν του Δημοτικού Συμβουλίου, όπου εξητάσθησαν τα ζητήματα της υδρεύσεως και της ηλεκτροδοτήσεως. <box>10 909 184 960</box>
lottery-number: 46355 <box>1511 585 1539 596</box>
article-text: ΑΘΗΝΑΙ, 21.— Εις την αίθουσαν του κληρώσεων του Εθνικού Λαχείου εγένετο σήμερον η κλήρωσις. Εκέρδισαν οι εξής αριθμοί: <box>1154 480 1301 521</box>
article-text: Ο Αντιπρόεδρος του Ε.Κ.Θ. ανακοινώνει ότι αι διαπραγματεύσεις διά την ρύθμισιν των ημερομισθίων των εργατών συνεχίζονται. Επίσης ανακοινούται ότι οι εργάται του λιμένος θα συνέλθουν εις γενικήν συνέλευσιν την προσεχή Κυριακήν. <box>777 1372 953 1433</box>
divider <box>592 1230 953 1233</box>
column-3 <box>592 10 953 2316</box>
divider <box>387 450 579 451</box>
headline-association: ΑΝΑΓΝΩΡΙΣΙΣ ΣΩΜΑΤΕΙΟΥ <box>414 1301 553 1313</box>
lottery-number: 40509 <box>1361 585 1389 596</box>
school-trip-photo-block <box>592 1582 768 1852</box>
lottery-number: 21053 <box>1361 495 1389 506</box>
article-text: ΕΙΣ ΤΗΝ ΑΔΑΜΑΝΤΙΝΗΝ ΤΟΥΛΑΧΙΣΤΟΝ — Συμφώνως προς τας ανακοινώσεις της ομοσπονδίας το πρωτάθλημα της Α΄ κατηγορίας θα διεξαχθή κανονικώς. <box>777 528 953 569</box>
strike-article-body <box>10 140 374 456</box>
article-text: Μέ μίαν βολήν του οργανισμού της εταιρίας «Μόβιλ Όιλ» θα δοθούν ομιλίαι διά τους αυτοκινητιστάς με θέματα την καλήν συντήρησιν των οχημάτων και την ασφάλειαν της κυκλοφορίας. <box>387 360 579 400</box>
school-trip-caption: Αφίκοντο εις Θεσσαλονίκην οι μαθηταί και μαθήτριαι του δημοτικού σχολείου Νεοχωρούδας, εκτελούντες εκπαιδευτικήν εκδρομήν, με επί κεφαλής τον διευθυντήν του σχολείου και τους διδασκάλους. Φωτογραφία της εκδρομής. <box>592 1796 768 1846</box>
article-text: Η Διοίκησις του Ε.Κ.Θ., ενεφανίσθη εις τον αγώνα τούτον αποφασισμένη να υποστηρίξη με κάθε μέσον τα αιτήματα της εργατικής τάξεως. Η πλειοψηφία όμως της διοικήσεως της Γ.Σ.Ε.Ε. με τον τρόπον αυτόν ματαίωσε την απεργίαν χωρίς να συμβουλευθή τα δευτεροβάθμια όργανα και τας συνδικαλιστικάς οργανώσεις της χώρας. <box>10 244 187 315</box>
headline-export-germany: ΕΞΑΓΩΓΗ ΓΕΡΜΑΝΙΑΝ <box>994 1410 1113 1422</box>
kilkis-article-body <box>1154 306 1558 390</box>
burglars-article-body <box>1154 946 1558 1034</box>
column-5 <box>1154 10 1558 2316</box>
section-heading: ΑΠΟ ΤΗΝ ΚΑΤΕΡΙΝΗΝ <box>10 642 184 655</box>
lottery-number: 59706 <box>1361 618 1389 628</box>
lottery-number: 62802 <box>1461 654 1489 665</box>
column-2 <box>387 10 579 2316</box>
article-text: Το ΕΒΕΘ διά τηλεγραφήματός του προς τον υπουργόν εμπορίου ζητεί την άρσιν των περιορισμών επί των εισαγωγών. Επίσης ο Οργανισμός Λιμένος ανακοινοί την επισκευήν των προκυμαιών. <box>1361 1328 1558 1369</box>
lottery-number: 19605 <box>1411 564 1439 574</box>
lottery-number: 25914 <box>1411 495 1439 506</box>
lottery-number: 7856 <box>1411 553 1433 564</box>
article-text: ΑΘΗΝΑΙ, 21.— Κατά πληροφορίας εκ των αρμοδίων υπηρεσιών, αι σχετικαί διατάξεις θα τεθούν εις ισχύν από της προσεχούς εβδομάδος. Η απόφασις εξεδόθη κατόπιν μακράς συσκέψεως των αρμοδίων υπουργών. <box>964 1426 1143 1477</box>
divider <box>10 635 374 636</box>
headline-vehicle-supply: ΠΡΟΜΗΘΕΙΑ ΑΥΤΟΚΙΝΗΤΟΥ <box>410 1157 557 1169</box>
divider <box>592 1575 953 1576</box>
lottery-number: 57434 <box>1411 675 1439 686</box>
headline-steel-pipes: ΠΡΟΜΗΘΕΙΑ ΧΑΛΥΒΔΟΣΩΛΗΝΩΝ <box>395 1229 571 1242</box>
article-text: ΚΑΒΑΛΑ, 21.— Υπό του τριμελούς πλημμελειοδικείου κατεδικάσθη εις τριετή φυλάκισιν ο κάτοικος του Μακρυχωρίου διά αιμομιξίαν. Ο κατηγορούμενος απέκτησε τέκνον μετά της θυγατρός του. <box>1361 793 1558 833</box>
divider <box>1154 395 1558 398</box>
lottery-number: 19565 <box>1361 564 1389 574</box>
article-text: ΑΘΗΝΑΙ, 21.— Κατά πληροφορίας εκ των αρμοδίων υπηρεσιών, αι σχετικαί διατάξεις θα τεθούν εις ισχύν από της προσεχούς εβδομάδος. Η απόφασις εξεδόθη κατόπιν μακράς συσκέψεως των αρμοδίων υπουργών. <box>964 774 1143 824</box>
headline-industrial-school: ΟΙ ΑΠΟΛΛΑΣΣΟΜΕΝΟΙ ΤΩΝ ΕΞΕΤΑΣΕΩΝ ΕΙΣ ΤΗΝ ΑΝΩΤΑΤΗΝ ΒΙΟΜΗΧΑΝΙΚΗΝ ΣΧΟΛΗΝ <box>397 153 569 190</box>
headline-naval-week: Η ΝΑΥΤΙΚΗ ΕΒΔΟΜΑΣ <box>425 1084 541 1097</box>
article-text: ΑΘΗΝΑΙ, 21.— Κατά πληροφορίας εκ των αρμοδίων υπηρεσιών, αι σχετικαί διατάξεις θα τεθούν εις ισχύν από της προσεχούς εβδομάδος. Η απόφασις εξεδόθη κατόπιν μακράς συσκέψεως των αρμοδίων υπουργών. <box>964 507 1143 557</box>
divider <box>964 208 1143 209</box>
headline-athos: ΤΟ «ΑΘΩΣ» ΕΔΗΜΕΥΘΗ <box>990 1265 1117 1278</box>
lottery-subtitle: Εις την Θεσσαλονίκην ο πρώτος <box>1235 463 1478 480</box>
divider <box>1154 727 1558 730</box>
lottery-numbers-grid <box>1311 643 1558 697</box>
labor-news-body <box>592 1275 953 1569</box>
section-heading: ΑΠΟ ΤΗΝ ΑΛΕΞΑΝΔΡΕΙΑΝ <box>10 893 184 906</box>
lottery-number: 75055 <box>1461 527 1489 538</box>
article-text: Ο Αντιπρόεδρος του Ε.Κ.Θ. ανακοινώνει ότι αι διαπραγματεύσεις διά την ρύθμισιν των ημερομισθίων των εργατών συνεχίζονται. Επίσης ανακοινούται ότι οι εργάται του λιμένος θα συνέλθουν εις γενικήν συνέλευσιν την προσεχή Κυριακήν. <box>777 1309 953 1369</box>
article-text: ΓΡΕΒΕΝΑ, 21.— Επισκεφθείς την πόλιν ο νομάρχης επεθεώρησε τας υπηρεσίας και συνεζήτησε μετά των κατοίκων διάφορα τοπικά ζητήματα. Ακολούθως μετέβη εις τα χωρία της περιοχής. <box>10 783 184 834</box>
article-text: ΚΑΒΑΛΑ, 21.— Υπό του τριμελούς πλημμελειοδικείου κατεδικάσθη εις τριετή φυλάκισιν ο κάτοικος του Μακρυχωρίου διά αιμομιξίαν. Ο κατηγορούμενος απέκτησε τέκνον μετά της θυγατρός του. <box>1154 793 1351 833</box>
lottery-number: 56538 <box>1311 527 1339 538</box>
article-text: Υπό τών προέδρων τών δευτεροβαθμίων τού Ε.Κ.Θ., της Περιφερειακής Διοικήσεως τής Γ.Σ.Ε.Ε. εκδόθη η ακόλουθος ανακοίνωσις: «Η Διοίκησις της Γ.Σ.Ε.Ε. προέβη εις την κήρυξιν 24ώρου πανεργατικής απεργίας διά την 15ην Ιουνίου, καθ' ήν ημέραν θα εγίνοντο αι συζητήσεις διά την συλλογικήν σύμβασιν. Την απόφασιν ταύτην υιοθέτησε και το Εργατικόν Κέντρον Θεσσαλονίκης και προέβη εις όλας τας απαραιτήτους ενεργείας προς ενημέρωσιν των εργαζομένων. <box>197 356 374 457</box>
article-text: Ο Αντιπρόεδρος του Ε.Κ.Θ. ανακοινώνει ότι αι διαπραγματεύσεις διά την ρύθμισιν των ημερομισθίων των εργατών συνεχίζονται. Επίσης ανακοινούται ότι οι εργάται του λιμένος θα συνέλθουν εις γενικήν συνέλευσιν την προσεχή Κυριακήν. <box>592 1339 767 1400</box>
headline-strike: ΠΟΣ ΕΜΑΤΑΙΩΘΗ Η 24ΩΡΟΣ ΠΑΝΕΡΓΑΤΙΚΗ ΑΠΕΡΓΙΑ ΥΠΟ ΤΗΣ ΠΛΕΙΟΨΗΦΙΑΣ ΤΗΣ ΔΙΟΙΚΗΣΕΩΣ ΤΗΣ Γ.Σ.Ε.Ε <box>32 13 352 92</box>
headline-burglars: ΣΠΕΙΡΑ ΔΙΑΡΡΗΚΤΩΝ ΕΚ ΝΕΑΡΩΝ ΜΑΘΗΤΩΝ ΣΥΝΕΛΗΦΘΗ ΔΡΩΣΑ ΕΙΣ ΤΗΝ ΑΓΙΑΝ ΤΡΙΑΔΑ ΜΕΤΑ ΤΟΥΣ ΜΑΘΗΤΑΣ ΚΛΕΠΤΑΣ ΠΟΔΗΛΑΤΩΝ <box>1155 894 1557 943</box>
lottery-number: 64207 <box>1511 675 1539 686</box>
article-text: ΠΡΟΣ ΜΕΣΑΡΙΑΝ ΑΓΩΝΕΣ — Η ΕΠΣΜ ανακοινώνει ότι οι αγώνες της Κυριακής θα διεξαχθούν ως εξής: «Μακεδονικός» - «Αγροτικός Αστήρ», «Απόλλων Καλαμαριάς» - «Εθνικός», «Άρης» - «Ηρακλής». <box>592 474 767 525</box>
article-text: ΑΘΗΝΑΙ, 21.— Υπό του Β΄ κακουργιοδικείου εξεδόθη η απόφασις διά τους φόνους των Βορριζίων. Οι κατηγορούμενοι κατεδικάσθησαν εις ποινάς καθείρξεως. <box>964 424 1143 466</box>
article-text: ΒΑΣΙΓΚΤΩΝ, 21.— Ο γερουσιαστής κ. Χιλμπερτ κατηγόρησε ιατρόν ότι επώλει αίμα εις τους ασθενείς των νοσοκομείων. <box>964 591 1143 621</box>
price-row: Λουδοβίκ. ... 260,00—260,00 <box>405 560 542 570</box>
article-text: ΑΘΗΝΑΙ, 21.— Ανακοινούται ότι υπό του Ι.Κ.Α. θα εγκρίνονται εκ των υστέρων αι παροχαί αι οποίαι εχορηγήθησαν εις τους ησφαλισμένους χωρίς προηγουμένην έγκρισιν. <box>387 650 579 690</box>
article-text: Μετά τας γνωστάς κλοπάς ποδηλάτων υπό μαθητών, η αστυνομία συνέλαβε σπείραν διαρρηκτών απαρτιζομένην εκ νεαρών μαθητών, οι οποίοι διέπραξαν σειράν διαρρήξεων εις την περιοχήν της Αγίας Τριάδος. <box>1154 989 1351 1030</box>
lottery-number: 29648 <box>1361 665 1389 675</box>
announcements-title: ΔΙΑΚΗΡΥΞΕΙΣ <box>10 1128 192 1162</box>
article-text: Το ΕΒΕΘ διά τηλεγραφήματός του προς τον υπουργόν εμπορίου ζητεί την άρσιν των περιορισμών επί των εισαγωγών. Επίσης ο Οργανισμός Λιμένος ανακοινοί την επισκευήν των προκυμαιών. <box>1154 1305 1558 1369</box>
lottery-number: 19103 <box>1311 495 1339 506</box>
lottery-number: 69403 <box>1511 618 1539 628</box>
divider <box>964 471 1143 472</box>
labor-news-title: ΕΡΓΑΤΙΚΑΙ ΕΙΔΗΣΕΙΣ <box>664 1236 880 1263</box>
lottery-number: 33058 <box>1411 506 1439 517</box>
article-text: Εις τον αγώνα του «ΠΑΟΚ» θα ενδιαφέρουν ιδιαιτέρως οι φίλαθλοι της πόλεως μας οι οποίοι θα μεταβούν εις τας Αθήνας διά να ενθαρρύνουν την ομάδα των. Ο αγών θα διεξαχθή εις το γήπεδον της Νέας Σμύρνης. Η σύνθεσις της ομάδος θα καθορισθή αύριον. <box>592 602 767 663</box>
article-text: Ανακοινούται ότι την εισιτηρίων εξετάσεων της Ανωτάτης Βιομηχανικής Σχολής απαλλάσσονται οι απόφοιτοι των γυμνασίων οι οποίοι έλαβον βαθμόν απολυτηρίου άριστα. Οι ενδιαφερόμενοι δέον να υποβάλουν τα δικαιολογητικά των μέχρι της 30ής Ιουνίου εις την Γραμματείαν της Σχολής. <box>387 194 579 255</box>
lottery-number: 48436 <box>1411 517 1439 527</box>
divider <box>592 1268 953 1269</box>
headline-rabid-dog: ΚΑΙ ΑΛΛΟΣ ΚΥΩΝ ΑΥΞΣΙΝ ΕΙΣ ΤΗΝ ΑΡΓΟΛΙΔΑ <box>394 746 572 771</box>
